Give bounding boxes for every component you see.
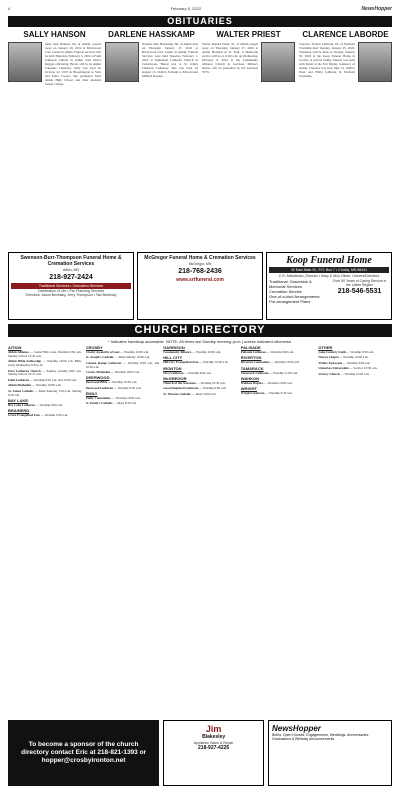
church-name: St. Joseph's Catholic <box>85 355 114 360</box>
church-name: Riverton Community <box>240 360 270 365</box>
church-name: Church of the Nazarene <box>163 380 196 385</box>
obit-sally <box>8 30 101 252</box>
church-entry: Lake Country Faith — Worship 9:30 a.m. <box>318 349 374 354</box>
church-entry: Riverton Community — Worship 10:00 a.m. <box>240 360 300 365</box>
ad-phone: 218-927-2424 <box>49 274 93 281</box>
obit-text: Clarence Vernon LaBorde, 93, of Fairfield Township died Tuesday, January 25, 2022. Visitation will be held on Sunday, January 30, 2022 at the Koop Funeral Home in Crosby. A private family funeral was held with burial at the Fort Ripley Cemetery of Aitkin. Clarence was born June 13, 1928 to Peter and Hilda LaBorde in Fairfield Township. <box>299 42 355 78</box>
church-name: Nisswa Chapel <box>318 355 339 360</box>
ad-address: 32 East Main St., P.O. Box 7 • Crosby, MN 56441 <box>269 267 389 273</box>
obit-photo <box>105 42 139 82</box>
church-entry: Community Alliance — Worship 10:00 a.m. <box>163 349 222 354</box>
ad-phone: 218-768-2436 <box>178 268 222 275</box>
church-town-heading: RIVERTON <box>240 355 262 361</box>
church-entry: St. Emily's Catholic — Mass 8:30 a.m. <box>85 401 137 406</box>
church-details: Worship 10:30 a.m. <box>200 380 226 385</box>
church-details: Service 10:30 a.m. <box>353 366 378 371</box>
blakesley-ad <box>163 720 264 786</box>
church-town-heading: PALISADE <box>240 346 261 350</box>
church-details: Worship 9:00 a.m. <box>188 370 212 375</box>
church-entry: St. James Catholic — Mass Saturday 5:00 p.m. Sunday 9:30 a.m. <box>8 388 82 397</box>
ad-title: Swenson-Burr-Thompson Funeral Home & Cremation Services <box>20 255 122 267</box>
church-entry: Good Shepherd Lutheran — Worship 9:00 a.m. <box>163 386 227 391</box>
church-entry: First Lutheran — Worship 9:00 a.m. <box>163 370 212 375</box>
church-name: Crosby Assembly of God <box>85 349 120 354</box>
church-name: Deerwood Lutheran <box>85 385 114 390</box>
church-name: Good Shepherd Lutheran <box>163 386 199 391</box>
obit-text: Walter Donald Priest, 91, of Aitkin passed away on Thursday, January 27, 2022 at Aitkin Hospital in St. Paul. A Memorial service will be at 11:00 a.m. on Wednesday, February 9, 2022 at the Community Alliance Church in Garrison, Military honors will be presented by the Garrison VFW. <box>202 42 258 74</box>
church-town-heading: GARRISON <box>163 346 185 350</box>
church-entry: Wahkon Baptist — Worship 10:00 a.m. <box>240 380 293 385</box>
church-name: Emily Community <box>85 396 111 401</box>
church-details: Worship 9:30 a.m. <box>44 413 69 418</box>
newshopper-ad <box>268 720 392 786</box>
church-column <box>318 346 392 716</box>
church-details: Sunday worship 9:00 a.m. Sunday School 10:15 a.m. <box>8 368 82 377</box>
church-column <box>86 346 160 716</box>
church-name: St. James Catholic <box>8 388 34 393</box>
page-number: 4 <box>8 6 11 11</box>
church-town-heading: EMILY <box>85 391 98 397</box>
church-entry: Aitkin Methodist — Worship 10:00 a.m. <box>8 383 62 388</box>
church-entry: Church of the Nazarene — Worship 10:30 a.m. <box>163 380 226 385</box>
ad-directors: Directors: Jason Bezinsky, Jerry Thompson • Tad Bezinsky <box>25 293 117 297</box>
church-entry: Nisswa Chapel — Worship 10:00 a.m. <box>318 355 369 360</box>
church-name: Grace Evangelical Free <box>8 413 40 418</box>
church-town-heading: WRIGHT <box>240 386 257 392</box>
church-name: Deerwood Bible <box>85 380 108 385</box>
church-name: First Lutheran Church <box>8 368 41 373</box>
funeral-ads-row <box>8 252 392 320</box>
church-name: Hill City Evangelical Free <box>163 360 199 365</box>
obit-photo <box>261 42 295 82</box>
church-town-heading: BAY LAKE <box>8 397 29 403</box>
church-details: Worship 9:00 a.m. and 10:30 a.m. <box>85 360 160 369</box>
church-entry: Palisade Lutheran — Worship 9:00 a.m. <box>240 349 295 354</box>
church-town-heading: CROSBY <box>85 346 103 350</box>
church-entry: Deerwood Lutheran — Worship 9:30 a.m. <box>85 385 142 390</box>
ad-services-list <box>269 279 328 304</box>
church-entry: Crosby Methodist — Worship 10:00 a.m. <box>85 370 140 375</box>
obit-photo <box>358 42 392 82</box>
church-name: Crosby Methodist <box>85 370 111 375</box>
ad-phone: 218-927-4226 <box>198 745 230 751</box>
page-header <box>8 6 392 14</box>
church-entry: St. Joseph's Catholic — Mass Sunday 10:00 a.m. <box>85 355 151 360</box>
list-item: Cremation Service <box>269 289 302 294</box>
obit-text: Darlene Mae Hasskamp, 80, of Aitkin died on Thursday, January 27, 2022 at Riverwood Care Center in Aitkin. Funeral Services were held Tuesday, February 1, 2022 at Immanuel Lutheran Church in Cedarbrook. Burial was at St. John's Lutheran Cemetery. She was born on August 15, 1940 in Farbault to Edward and Mildred Roeske. <box>142 42 198 78</box>
church-name: Faith Lutheran <box>8 377 29 382</box>
church-entry: First Lutheran Church — Sunday worship 9:00 a.m. Sunday School 10:15 a.m. <box>8 368 82 377</box>
church-column <box>163 346 237 716</box>
church-entry: St. Thomas Catholic — Mass 10:00 a.m. <box>163 391 217 396</box>
church-details: Worship 10:30 a.m. <box>112 380 138 385</box>
church-entry: Aitkin Alliance — Cedar Hills Lane. Worship 9:30 a.m. Sunday School 10:45 a.m. <box>8 349 82 358</box>
bottom-ads-row <box>8 720 392 786</box>
church-details: Worship 10:00 a.m. <box>124 349 150 354</box>
church-details: Worship 10:00 a.m. <box>267 380 293 385</box>
church-name: Trinity Episcopal <box>318 360 342 365</box>
church-entry: Aitkin Bible Fellowship — Worship 10:00 a.m. Bible study Wednesday 6:30 p.m. <box>8 359 82 368</box>
list-item: Traditional, Graveside & Memorial Services <box>269 279 312 289</box>
church-details: Worship 8:30 a.m. and 10:30 a.m. <box>33 377 77 382</box>
mcgregor-ad <box>137 252 263 320</box>
church-name: Unitarian Universalist <box>318 366 349 371</box>
obituaries-banner: OBITUARIES <box>8 16 392 27</box>
church-details: Worship 9:00 a.m. <box>203 386 227 391</box>
church-name: Wahkon Baptist <box>240 380 263 385</box>
church-entry: Faith Lutheran — Worship 8:30 a.m. and 10:30 a.m. <box>8 377 77 382</box>
ad-location: McGregor, MN <box>188 262 212 266</box>
church-details: Mass Saturday 5:00 p.m. Sunday 9:30 a.m. <box>8 388 82 397</box>
obit-name: CLARENCE LABORDE <box>302 30 389 39</box>
church-entry: Victory Church — Worship 10:00 a.m. <box>318 371 370 376</box>
obit-darlene <box>105 30 198 252</box>
church-details: Worship 10:00 a.m. <box>36 383 62 388</box>
obit-name: SALLY HANSON <box>23 30 86 39</box>
church-name: Victory Church <box>318 371 340 376</box>
ad-phone: 218-546-5531 <box>337 288 382 295</box>
obit-clarence <box>299 30 392 252</box>
church-entry: Tamarack Lutheran — Worship 11:00 a.m. <box>240 370 299 375</box>
church-details: Cedar Hills Lane. Worship 9:30 a.m. Sunday School 10:45 a.m. <box>8 349 82 358</box>
church-details: Worship 9:30 a.m. <box>269 391 293 396</box>
list-item: One-of-a-kind Arrangements <box>269 294 320 299</box>
obituaries-section <box>8 30 392 252</box>
church-directory <box>8 346 392 716</box>
ad-slogan: Over 80 Years of Caring Service in the Lakes Region <box>332 279 387 287</box>
church-name: Community Alliance <box>163 349 192 354</box>
church-details: Mass 10:00 a.m. <box>195 391 217 396</box>
church-name: Lake Country Faith <box>318 349 346 354</box>
church-name: Aitkin Methodist <box>8 383 32 388</box>
ad-location: Aitkin, MN <box>63 268 79 272</box>
sponsor-ad: To become a sponsor of the church directory contact Eric at 218-821-1393 or hopper@crosbyironton.net <box>8 720 159 786</box>
obit-name: DARLENE HASSKAMP <box>108 30 195 39</box>
ad-title: Koop Funeral Home <box>286 255 372 266</box>
obit-name: WALTER PRIEST <box>216 30 281 39</box>
ad-last-name: Blakesley <box>202 734 226 740</box>
church-details: Worship 10:00 a.m. <box>115 396 141 401</box>
church-town-heading: WAHKON <box>240 375 260 381</box>
church-entry: Emily Community — Worship 10:00 a.m. <box>85 396 141 401</box>
church-details: Worship 10:00 a.m. <box>196 349 222 354</box>
church-details: Worship 9:30 a.m. <box>350 349 374 354</box>
church-town-heading: AITKIN <box>8 346 22 350</box>
church-town-heading: McGREGOR <box>163 375 187 381</box>
obit-walter <box>202 30 295 252</box>
church-entry: Unitarian Universalist — Service 10:30 a.m. <box>318 366 378 371</box>
church-name: Aitkin Bible Fellowship <box>8 359 42 364</box>
ad-first-name: Jim <box>205 724 222 734</box>
church-entry: Trinity Episcopal — Worship 9:00 a.m. <box>318 360 371 365</box>
church-details: Worship 10:00 a.m. <box>343 355 369 360</box>
church-details: Mass Sunday 10:00 a.m. <box>118 355 151 360</box>
ad-text: Births, Open Houses, Engagements, Weddings, Anniversaries, Graduations & Birthday Announcements <box>272 733 370 741</box>
church-town-heading: DEERWOOD <box>85 375 110 381</box>
church-entry: Deerwood Bible — Worship 10:30 a.m. <box>85 380 138 385</box>
newshopper-logo: NewsHopper <box>361 6 392 12</box>
church-town-heading: OTHER <box>318 346 333 350</box>
church-entry: Crosby Assembly of God — Worship 10:00 a.m. <box>85 349 150 354</box>
church-name: Cuyuna Range Lutheran <box>85 360 122 365</box>
church-details: Worship 11:00 a.m. <box>273 370 299 375</box>
list-item: Pre-arrangement Plans <box>269 299 311 304</box>
church-column <box>8 346 82 716</box>
church-details: Worship 9:00 a.m. <box>39 402 63 407</box>
church-entry: Wright Lutheran — Worship 9:30 a.m. <box>240 391 293 396</box>
church-name: Aitkin Alliance <box>8 349 29 354</box>
church-town-heading: BRAINERD <box>8 408 30 414</box>
church-name: St. Emily's Catholic <box>85 401 113 406</box>
church-entry: Cuyuna Range Lutheran — Worship 9:00 a.m. and 10:30 a.m. <box>85 360 160 369</box>
church-details: Worship 9:00 a.m. <box>346 360 371 365</box>
church-name: Palisade Lutheran <box>240 349 266 354</box>
church-name: St. Thomas Catholic <box>163 391 191 396</box>
church-name: Tamarack Lutheran <box>240 370 269 375</box>
ad-title: McGregor Funeral Home & Cremation Services <box>144 255 256 261</box>
church-details: Worship 9:00 a.m. <box>270 349 295 354</box>
newshopper-logo: NewsHopper <box>272 724 321 733</box>
church-town-heading: HILL CITY <box>163 355 183 361</box>
page-date: February 5, 2022 <box>170 6 202 11</box>
church-directory-banner: CHURCH DIRECTORY <box>8 324 392 337</box>
ad-tagline: Celebration of Life • Pre-Planning Services <box>37 289 105 293</box>
church-details: Worship 10:00 a.m. Bible study Wednesday 6:30 p.m. <box>8 359 82 368</box>
church-details: Worship 10:00 a.m. <box>114 370 140 375</box>
church-entry: Bay Lake Lutheran — Worship 9:00 a.m. <box>8 402 63 407</box>
church-name: First Lutheran <box>163 370 184 375</box>
obit-photo <box>8 42 42 82</box>
church-entry: Grace Evangelical Free — Worship 9:30 a.m. <box>8 413 69 418</box>
church-entry: Hill City Evangelical Free — Worship 10:30 a.m. <box>163 360 229 365</box>
church-details: Worship 10:00 a.m. <box>344 371 370 376</box>
church-details: Worship 10:30 a.m. <box>203 360 229 365</box>
church-town-heading: TAMARACK <box>240 365 264 371</box>
church-column <box>241 346 315 716</box>
church-town-heading: IRONTON <box>163 365 182 371</box>
church-details: Worship 10:00 a.m. <box>274 360 300 365</box>
ad-staff: C.R. Mekalenko, Director • Mary & Nick Zilmer, Owners/Directors <box>278 274 380 278</box>
ad-service-bar: Traditional Services • Cremation Services <box>11 283 131 289</box>
church-name: Bay Lake Lutheran <box>8 402 35 407</box>
church-name: Wright Lutheran <box>240 391 265 396</box>
koop-ad <box>266 252 392 320</box>
swenson-ad <box>8 252 134 320</box>
church-details: Worship 9:30 a.m. <box>117 385 142 390</box>
church-details: Mass 8:30 a.m. <box>117 401 137 406</box>
ad-tagline: Appliance Sales & Repair <box>193 741 234 745</box>
handicap-note: * Indicates handicap accessible. NOTE: All times are Sunday morning (a.m.) unless indicated otherwise. <box>107 339 293 344</box>
obit-text: Sally Ann Hanson, 84, of Aitkin, passed away on January 30, 2022 at Riverwood Care Center in Aitkin. Funeral services will be held Thursday, February 3, 2022 at Faith Lutheran Church in Aitkin with Pastor Reggie officiating. Burial will be in Aitkin Lakeside Cemetery. Sally was born on October 22, 1937 in Bloomington to Vern and Edna Cooper. She graduated from Aitkin High School and then attended beauty college. <box>45 42 101 86</box>
ad-website[interactable]: www.srtfuneral.com <box>176 277 224 283</box>
